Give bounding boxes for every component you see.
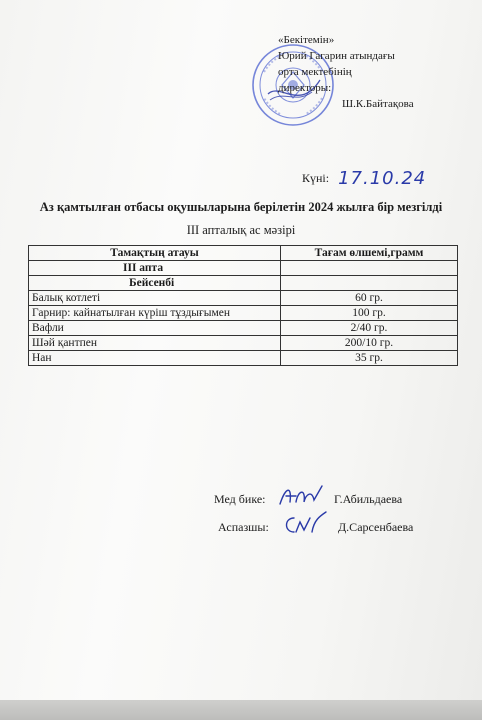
date-label: Күні: <box>302 171 330 185</box>
table-header-row <box>29 246 458 261</box>
dish-amount: 2/40 гр. <box>281 321 458 336</box>
document-title: Аз қамтылған отбасы оқушыларына берілетін 2024 жылға бір мезгілді <box>39 200 443 214</box>
approval-block <box>278 32 414 112</box>
document-subtitle: III апталық ас мәзірі <box>186 223 296 237</box>
director-name: Ш.К.Байтақова <box>342 98 414 110</box>
approval-line-3: директоры: <box>278 82 332 94</box>
table-row <box>29 306 458 321</box>
cook-signature <box>280 510 330 538</box>
dish-name: Гарнир: кайнатылған күріш тұздығымен <box>29 306 281 321</box>
table-row <box>29 351 458 366</box>
column-header-amount: Тағам өлшемі,грамм <box>281 246 458 261</box>
nurse-name: Г.Абильдаева <box>334 492 403 506</box>
table-day-row <box>29 276 458 291</box>
table-week-row <box>29 261 458 276</box>
dish-amount: 200/10 гр. <box>281 336 458 351</box>
approval-line-2: орта мектебінің <box>278 66 352 78</box>
page-shadow <box>0 700 482 720</box>
week-cell: III апта <box>29 261 281 276</box>
empty-cell <box>281 276 458 291</box>
date-row <box>302 166 426 187</box>
dish-amount: 60 гр. <box>281 291 458 306</box>
dish-name: Балық котлеті <box>29 291 281 306</box>
dish-amount: 35 гр. <box>281 351 458 366</box>
table-row <box>29 336 458 351</box>
nurse-signature <box>276 482 326 510</box>
nurse-signature-row <box>214 492 403 507</box>
cook-signature-row <box>218 520 414 535</box>
dish-name: Нан <box>29 351 281 366</box>
cook-label: Аспазшы: <box>218 520 269 534</box>
menu-table <box>28 245 458 366</box>
empty-cell <box>281 261 458 276</box>
nurse-label: Мед бике: <box>214 492 266 506</box>
table-row <box>29 291 458 306</box>
date-value: 17.10.24 <box>338 168 427 189</box>
table-row <box>29 321 458 336</box>
dish-amount: 100 гр. <box>281 306 458 321</box>
approval-line-1: Юрий Гагарин атындағы <box>278 50 395 62</box>
dish-name: Вафли <box>29 321 281 336</box>
approval-label: «Бекітемін» <box>278 34 335 46</box>
column-header-name: Тамақтың атауы <box>29 246 281 261</box>
day-cell: Бейсенбі <box>29 276 281 291</box>
dish-name: Шәй қантпен <box>29 336 281 351</box>
cook-name: Д.Сарсенбаева <box>338 520 414 534</box>
